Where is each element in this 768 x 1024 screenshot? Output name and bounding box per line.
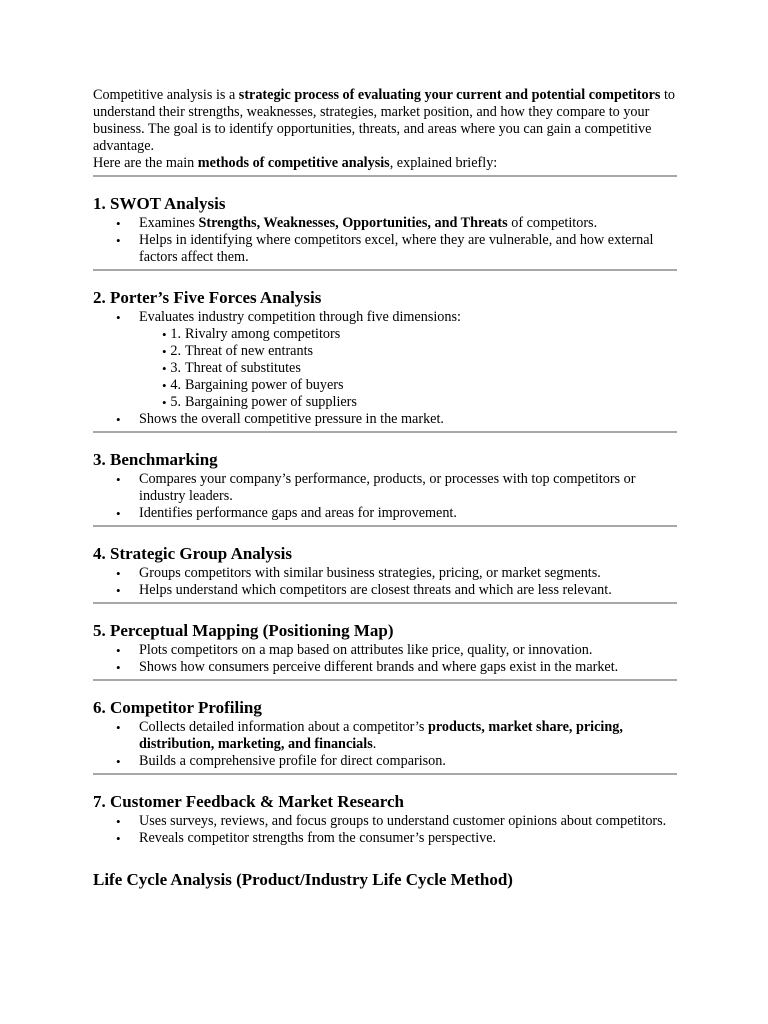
- section-heading-customer-feedback: 7. Customer Feedback & Market Research: [93, 792, 404, 811]
- intro-bold-text: strategic process of evaluating your current and potential competitors: [238, 87, 661, 103]
- list-item-bold-text: Strengths, Weaknesses, Opportunities, and Threats: [198, 215, 508, 231]
- divider: [93, 431, 677, 433]
- perceptual-mapping-list: [93, 642, 677, 676]
- numbered-item-text: Threat of new entrants: [185, 343, 314, 359]
- document-body: [93, 87, 677, 891]
- intro-lead-text: , explained briefly:: [389, 155, 498, 171]
- numbered-item-text: Threat of substitutes: [185, 360, 301, 376]
- divider: [93, 679, 677, 681]
- strategic-group-list: [93, 565, 677, 599]
- section-heading-swot: 1. SWOT Analysis: [93, 194, 226, 213]
- numbered-item: [170, 343, 677, 360]
- customer-feedback-list: [93, 813, 677, 847]
- list-item: [139, 719, 677, 753]
- numbered-item: [170, 360, 677, 377]
- intro-lead-paragraph: [93, 155, 677, 172]
- section-heading-benchmarking: 3. Benchmarking: [93, 450, 218, 469]
- numbered-item: [170, 394, 677, 411]
- swot-list: [93, 215, 677, 266]
- intro-text: to understand their strengths, weaknesses, strategies, market position, and how they compare to your business. The goal is to identify opportunities, threats, and areas where you can gain a competitive advantage.: [93, 87, 676, 154]
- list-item: • Plots competitors on a map based on attributes like price, quality, or innovation.: [139, 642, 677, 659]
- section-heading-perceptual-mapping: 5. Perceptual Mapping (Positioning Map): [93, 621, 394, 640]
- intro-paragraph: [93, 87, 677, 155]
- divider: [93, 269, 677, 271]
- numbered-item: [170, 326, 677, 343]
- list-item-text: of competitors.: [507, 215, 598, 231]
- section-heading-life-cycle: Life Cycle Analysis (Product/Industry Life Cycle Method): [93, 870, 513, 889]
- list-item: • Reveals competitor strengths from the consumer’s perspective.: [139, 830, 677, 847]
- list-item: • Builds a comprehensive profile for direct comparison.: [139, 753, 677, 770]
- list-item: • Groups competitors with similar business strategies, pricing, or market segments.: [139, 565, 677, 582]
- item-number: • 3.: [170, 360, 181, 376]
- list-item-text: .: [372, 736, 377, 752]
- list-item: • Identifies performance gaps and areas for improvement.: [139, 505, 677, 522]
- five-forces-list: [139, 326, 677, 411]
- divider: [93, 525, 677, 527]
- divider: [93, 602, 677, 604]
- list-item-bold-text: products, market share, pricing, distribution, marketing, and financials: [139, 719, 623, 752]
- competitor-profiling-list: [93, 719, 677, 770]
- list-item: [139, 309, 677, 411]
- intro-lead-text: Here are the main: [93, 155, 198, 171]
- section-heading-porter: 2. Porter’s Five Forces Analysis: [93, 288, 322, 307]
- intro-lead-bold-text: methods of competitive analysis: [197, 155, 390, 171]
- list-item: • Shows the overall competitive pressure in the market.: [139, 411, 677, 428]
- list-item-text: Examines: [139, 215, 199, 231]
- item-number: • 1.: [170, 326, 181, 342]
- list-item: • Compares your company’s performance, products, or processes with top competitors or industry leaders.: [139, 471, 677, 505]
- list-item-text: Evaluates industry competition through five dimensions:: [139, 309, 461, 325]
- numbered-item: [170, 377, 677, 394]
- list-item: • Helps in identifying where competitors excel, where they are vulnerable, and how external factors affect them.: [139, 232, 677, 266]
- section-heading-competitor-profiling: 6. Competitor Profiling: [93, 698, 262, 717]
- item-number: • 4.: [170, 377, 181, 393]
- item-number: • 2.: [170, 343, 181, 359]
- benchmarking-list: [93, 471, 677, 522]
- divider: [93, 773, 677, 775]
- numbered-item-text: Bargaining power of buyers: [185, 377, 344, 393]
- numbered-item-text: Bargaining power of suppliers: [185, 394, 357, 410]
- list-item: • Shows how consumers perceive different brands and where gaps exist in the market.: [139, 659, 677, 676]
- item-number: • 5.: [170, 394, 181, 410]
- section-heading-strategic-group: 4. Strategic Group Analysis: [93, 544, 292, 563]
- list-item: • Helps understand which competitors are closest threats and which are less relevant.: [139, 582, 677, 599]
- intro-text: Competitive analysis is a: [93, 87, 239, 103]
- list-item: [139, 215, 677, 232]
- porter-list: [93, 309, 677, 428]
- list-item: • Uses surveys, reviews, and focus groups to understand customer opinions about competitors.: [139, 813, 677, 830]
- list-item-text: Collects detailed information about a competitor’s: [139, 719, 428, 735]
- divider: [93, 175, 677, 177]
- numbered-item-text: Rivalry among competitors: [185, 326, 341, 342]
